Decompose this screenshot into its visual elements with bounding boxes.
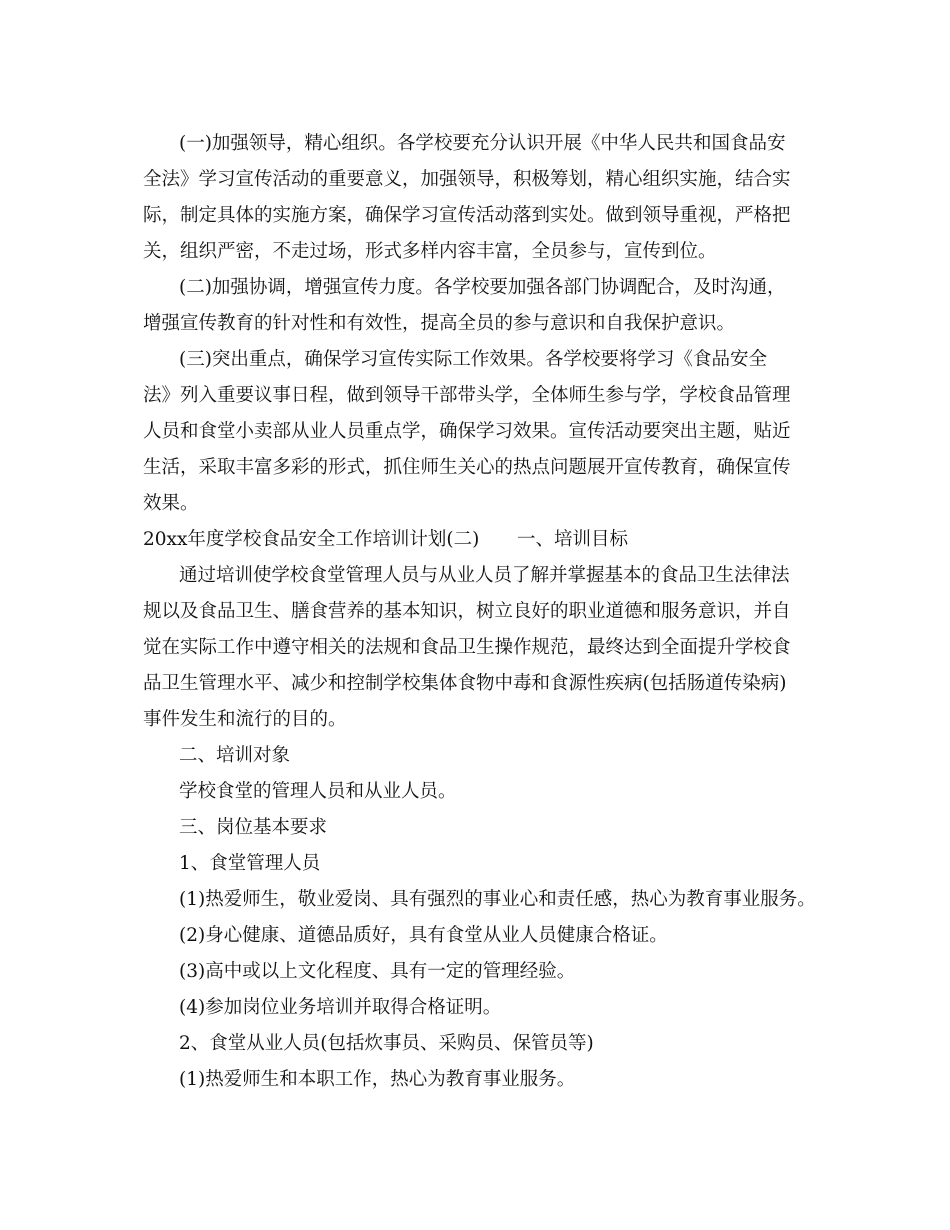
section-heading: 二、培训对象 <box>179 745 291 766</box>
list-item: (2)身心健康、道德品质好，具有食堂从业人员健康合格证。 <box>179 925 668 946</box>
paragraph-line: 规以及食品卫生、膳食营养的基本知识，树立良好的职业道德和服务意识，并自 <box>143 601 791 622</box>
paragraph-line: 品卫生管理水平、减少和控制学校集体食物中毒和食源性疾病(包括肠道传染病) <box>143 673 787 694</box>
subsection-heading: 2、食堂从业人员(包括炊事员、采购员、保管员等) <box>179 1033 594 1054</box>
paragraph-line: (一)加强领导，精心组织。各学校要充分认识开展《中华人民共和国食品安 <box>179 133 786 154</box>
subsection-heading: 1、食堂管理人员 <box>179 853 321 874</box>
paragraph-line: 事件发生和流行的目的。 <box>143 709 347 730</box>
paragraph-line: 人员和食堂小卖部从业人员重点学，确保学习效果。宣传活动要突出主题，贴近 <box>143 421 791 442</box>
paragraph-line: (三)突出重点，确保学习宣传实际工作效果。各学校要将学习《食品安全 <box>179 349 767 370</box>
paragraph-line: 法》列入重要议事日程，做到领导干部带头学，全体师生参与学，学校食品管理 <box>143 385 791 406</box>
list-item: (1)热爱师生和本职工作，热心为教育事业服务。 <box>179 1069 576 1090</box>
list-item: (4)参加岗位业务培训并取得合格证明。 <box>179 997 502 1018</box>
paragraph-line: 全法》学习宣传活动的重要意义，加强领导，积极筹划，精心组织实施，结合实 <box>143 169 791 190</box>
paragraph-line: 学校食堂的管理人员和从业人员。 <box>179 781 457 802</box>
paragraph-line: 效果。 <box>143 493 199 514</box>
paragraph-line: 关，组织严密，不走过场，形式多样内容丰富，全员参与，宣传到位。 <box>143 241 717 262</box>
list-item: (1)热爱师生，敬业爱岗、具有强烈的事业心和责任感，热心为教育事业服务。 <box>179 889 816 910</box>
list-item: (3)高中或以上文化程度、具有一定的管理经验。 <box>179 961 576 982</box>
paragraph-line: 觉在实际工作中遵守相关的法规和食品卫生操作规范，最终达到全面提升学校食 <box>143 637 791 658</box>
paragraph-line: 际，制定具体的实施方案，确保学习宣传活动落到实处。做到领导重视，严格把 <box>143 205 791 226</box>
paragraph-line: 通过培训使学校食堂管理人员与从业人员了解并掌握基本的食品卫生法律法 <box>179 565 790 586</box>
paragraph-line: 增强宣传教育的针对性和有效性，提高全员的参与意识和自我保护意识。 <box>143 313 736 334</box>
section-heading: 三、岗位基本要求 <box>179 817 328 838</box>
paragraph-line: 生活，采取丰富多彩的形式，抓住师生关心的热点问题展开宣传教育，确保宣传 <box>143 457 791 478</box>
section-heading: 一、培训目标 <box>517 529 629 550</box>
plan-title: 20xx年度学校食品安全工作培训计划(二) <box>143 529 480 550</box>
paragraph-line: (二)加强协调，增强宣传力度。各学校要加强各部门协调配合，及时沟通， <box>179 277 786 298</box>
